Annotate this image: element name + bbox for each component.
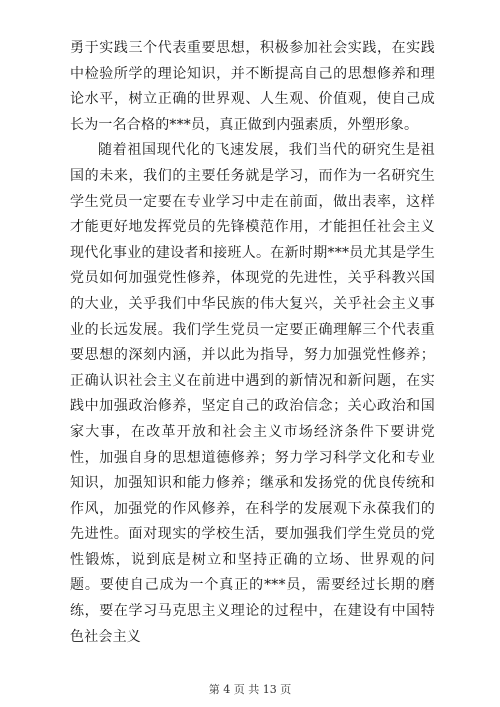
paragraph-1: 勇于实践三个代表重要思想，积极参加社会实践，在实践中检验所学的理论知识，并不断提高自己的思想修养和理论水平，树立正确的世界观、人生观、价值观，使自己成长为一名合格的***员，真正做到内强素质，外塑形象。 [70,40,435,133]
page-footer: 第 4 页 共 13 页 [208,683,292,696]
document-body [70,36,435,650]
paragraph-2: 随着祖国现代化的飞速发展，我们当代的研究生是祖国的未来，我们的主要任务就是学习，而作为一名研究生学生党员一定要在专业学习中走在前面，做出表率，这样才能更好地发挥党员的先锋模范作用，才能担任社会主义现代化事业的建设者和接班人。在新时期***员尤其是学生党员如何加强党性修养，体现党的先进性，关乎科教兴国的大业，关乎我们中华民族的伟大复兴，关乎社会主义事业的长远发展。我们学生党员一定要正确理解三个代表重要思想的深刻内涵，并以此为指导，努力加强党性修养；正确认识社会主义在前进中遇到的新情况和新问题，在实践中加强政治修养，坚定自己的政治信念；关心政治和国家大事，在改革开放和社会主义市场经济条件下要讲党性，加强自身的思想道德修养；努力学习科学文化和专业知识，加强知识和能力修养；继承和发扬党的优良传统和作风，加强党的作风修养，在科学的发展观下永葆我们的先进性。面对现实的学校生活，要加强我们学生党员的党性锻炼，说到底是树立和坚持正确的立场、世界观的问题。要使自己成为一个真正的***员，需要经过长期的磨练，要在学习马克思主义理论的过程中，在建设有中国特色社会主义 [70,142,435,645]
